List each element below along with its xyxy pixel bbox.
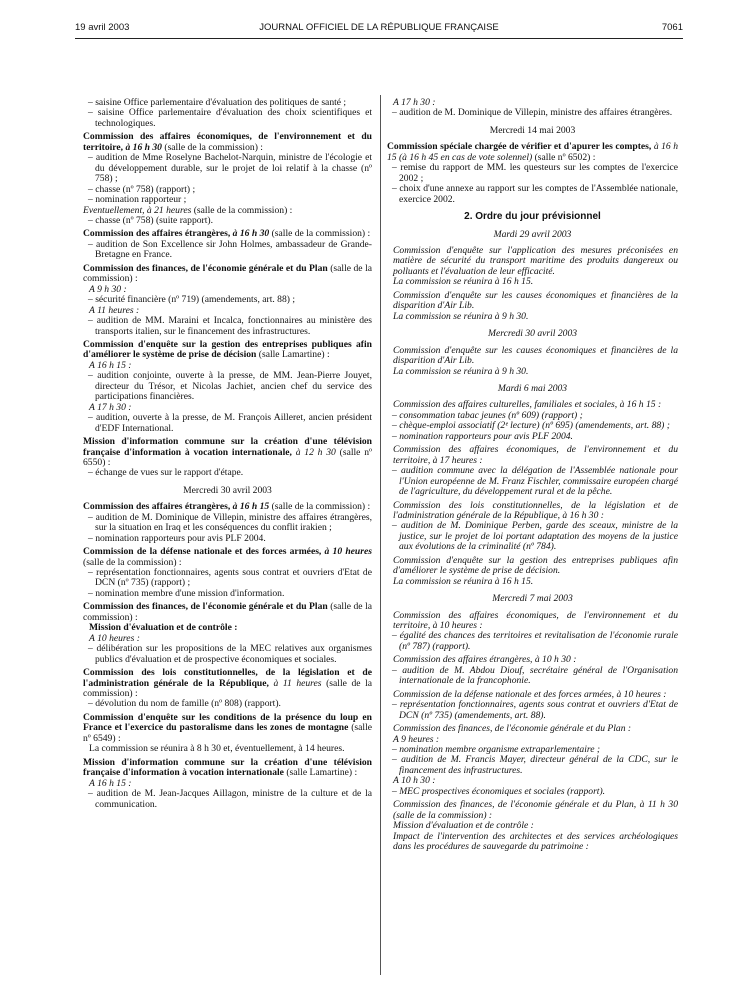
- time-label: A 17 h 30 :: [89, 401, 132, 413]
- header-date: 19 avril 2003: [75, 22, 130, 33]
- day-heading: Mardi 29 avril 2003: [493, 228, 572, 240]
- list-item: – audition de M. Abdou Diouf, secrétaire général de l'Organisation internationale de la francophonie.: [392, 664, 678, 687]
- list-item: – audition de M. Francis Mayer, directeur général de la CDC, sur le financement des infrastructures.: [392, 754, 678, 776]
- schedule-note: La commission se réunira à 16 h 15.: [393, 575, 534, 587]
- subheading: Mission d'évaluation et de contrôle :: [393, 820, 534, 832]
- left-column: [83, 98, 372, 810]
- agenda-entry: Commission d'enquête sur les causes économiques et financières de la disparition d'Air Lib.: [393, 289, 678, 312]
- commission-heading: Mission d'information commune sur la création d'une télévision française d'information à vocation internationale, à 12 h 30 (salle nº 6550) :: [83, 436, 372, 468]
- time-label: A 17 h 30 :: [393, 97, 436, 108]
- list-item: – chasse (nº 758) (rapport) ;: [88, 183, 196, 195]
- day-heading: Mercredi 7 mai 2003: [492, 593, 573, 605]
- agenda-entry: Commission des lois constitutionnelles, de la législation et de l'administration générale de la République, à 16 h 30 :: [393, 499, 678, 521]
- commission-heading: Commission des finances, de l'économie générale et du Plan (salle de la commission) :: [83, 601, 373, 623]
- agenda-entry: Commission des affaires étrangères, à 10 h 30 :: [393, 654, 577, 666]
- schedule-note: La commission se réunira à 9 h 30.: [393, 310, 529, 322]
- day-heading: Mercredi 30 avril 2003: [487, 328, 578, 340]
- list-item: – audition conjointe, ouverte à la presse, de MM. Jean-Pierre Jouyet, directeur du Trésor, et Nicolas Jachiet, ancien chef du service des participations financières.: [88, 370, 372, 403]
- list-item: – nomination membre d'une mission d'information.: [88, 587, 285, 599]
- agenda-entry: Commission des finances, de l'économie générale et du Plan :: [393, 723, 632, 735]
- commission-heading: Commission spéciale chargée de vérifier et d'apurer les comptes, à 16 h 15 (à 16 h 45 en cas de vote solennel) (salle nº 6502) :: [387, 141, 678, 163]
- header-title: JOURNAL OFFICIEL DE LA RÉPUBLIQUE FRANÇAISE: [259, 22, 499, 33]
- commission-heading: Mission d'information commune sur la création d'une télévision française d'information à vocation internationale (salle Lamartine) :: [83, 756, 372, 779]
- day-heading: Mardi 6 mai 2003: [497, 382, 568, 394]
- commission-heading: Commission des finances, de l'économie générale et du Plan (salle de la commission) :: [83, 262, 373, 285]
- list-item: – audition de MM. Maraini et Incalca, fonctionnaires au ministère des transports italien, sur le financement des infrastructures.: [88, 315, 372, 337]
- agenda-entry: Impact de l'intervention des architectes et des services archéologiques dans les procédures de sauvegarde du patrimoine :: [393, 830, 678, 853]
- commission-heading: Commission des affaires étrangères, à 16 h 30 (salle de la commission) :: [83, 228, 371, 240]
- list-item: – audition de M. Dominique de Villepin, ministre des affaires étrangères.: [392, 107, 673, 119]
- list-item: – audition de M. Dominique de Villepin, ministre des affaires étrangères, sur la situation en Iraq et les conséquences du conflit irakien ;: [88, 511, 372, 534]
- list-item: – choix d'une annexe au rapport sur les comptes de l'Assemblée nationale, exercice 2002.: [392, 183, 678, 205]
- list-item: – audition de M. Dominique Perben, garde des sceaux, ministre de la justice, sur le projet de loi portant adaptation des moyens de la justice aux évolutions de la criminalité (nº 784).: [392, 520, 678, 553]
- schedule-note: La commission se réunira à 16 h 15.: [393, 276, 534, 288]
- time-label: A 16 h 15 :: [89, 777, 132, 789]
- agenda-entry: Commission des finances, de l'économie générale et du Plan, à 11 h 30 (salle de la commission) :: [393, 799, 678, 821]
- commission-heading: Commission des affaires étrangères, à 16 h 15 (salle de la commission) :: [83, 501, 371, 513]
- list-item: – nomination rapporteurs pour avis PLF 2004.: [88, 532, 266, 544]
- list-item: – nomination rapporteur ;: [88, 194, 187, 206]
- day-heading: Mercredi 14 mai 2003: [489, 124, 576, 136]
- list-item: – consommation tabac jeunes (nº 609) (rapport) ;: [392, 409, 583, 421]
- column-divider: [380, 95, 381, 975]
- schedule-note: La commission se réunira à 8 h 30 et, éventuellement, à 14 heures.: [89, 743, 345, 755]
- agenda-entry: Commission d'enquête sur les causes économiques et financières de la disparition d'Air Lib.: [393, 344, 678, 367]
- commission-heading: Commission de la défense nationale et des forces armées, à 10 heures (salle de la commission) :: [83, 546, 372, 568]
- list-item: – MEC prospectives économiques et sociales (rapport).: [392, 785, 606, 797]
- time-label: A 10 h 30 :: [393, 775, 436, 787]
- time-label: A 11 heures :: [89, 304, 140, 316]
- list-item: – sécurité financière (nº 719) (amendements, art. 88) ;: [88, 294, 296, 306]
- schedule-note: La commission se réunira à 9 h 30.: [393, 365, 529, 377]
- time-label: A 9 h 30 :: [89, 283, 127, 295]
- schedule-note: Eventuellement, à 21 heures (salle de la commission) :: [83, 204, 293, 216]
- section-heading: 2. Ordre du jour prévisionnel: [464, 211, 601, 223]
- list-item: – égalité des chances des territoires et revitalisation de l'économie rurale (nº 787) (rapport).: [392, 630, 678, 652]
- list-item: – audition de Son Excellence sir John Holmes, ambassadeur de Grande-Bretagne en France.: [88, 238, 372, 261]
- list-item: – saisine Office parlementaire d'évaluation des choix scientifiques et technologiques.: [88, 107, 372, 129]
- agenda-entry: Commission des affaires culturelles, familiales et sociales, à 16 h 15 :: [393, 399, 662, 411]
- list-item: – audition de M. Jean-Jacques Aillagon, ministre de la culture et de la communication.: [88, 788, 372, 810]
- list-item: – chèque-emploi associatif (2ᵉ lecture) (nº 695) (amendements, art. 88) ;: [392, 420, 670, 432]
- list-item: – audition de Mme Roselyne Bachelot-Narquin, ministre de l'écologie et du développement durable, sur le projet de loi relatif à la chasse (nº 758) ;: [88, 152, 372, 185]
- list-item: – saisine Office parlementaire d'évaluation des politiques de santé ;: [88, 97, 347, 108]
- list-item: – audition, ouverte à la presse, de M. François Ailleret, ancien président d'EDF International.: [88, 412, 372, 434]
- day-heading: Mercredi 30 avril 2003: [183, 484, 272, 496]
- commission-heading: Commission des affaires économiques, de l'environnement et du territoire, à 16 h 30 (salle de la commission) :: [83, 131, 372, 153]
- subheading: Mission d'évaluation et de contrôle :: [89, 622, 238, 634]
- time-label: A 16 h 15 :: [89, 359, 132, 371]
- list-item: – délibération sur les propositions de la MEC relatives aux organismes publics d'évaluation et de prospective économiques et sociales.: [88, 643, 372, 665]
- list-item: – audition commune avec la délégation de l'Assemblée nationale pour l'Union européenne de M. Franz Fischler, commissaire européen chargé de l'agriculture, du développement rural et de la pêche.: [392, 465, 678, 498]
- list-item: – nomination membre organisme extraparlementaire ;: [392, 744, 601, 756]
- commission-heading: Commission d'enquête sur la gestion des entreprises publiques afin d'améliorer le système de prise de décision (salle Lamartine) :: [83, 338, 372, 361]
- time-label: A 9 heures :: [393, 733, 440, 745]
- right-column: [387, 98, 678, 853]
- commission-heading: Commission des lois constitutionnelles, de la législation et de l'administration générale de la République, à 11 heures (salle de la commission) :: [83, 667, 373, 700]
- agenda-entry: Commission de la défense nationale et des forces armées, à 10 heures :: [393, 688, 667, 700]
- list-item: – représentation fonctionnaires, agents sous contrat et ouvriers d'Etat de DCN (nº 735) (amendements, art. 88).: [392, 699, 678, 721]
- list-item: – remise du rapport de MM. les questeurs sur les comptes de l'exercice 2002 ;: [392, 162, 678, 184]
- page-header: [75, 22, 683, 38]
- agenda-entry: Commission d'enquête sur l'application des mesures préconisées en matière de sécurité du transport maritime des produits dangereux ou polluants et l'évaluation de leur efficacité.: [393, 244, 678, 277]
- list-item: – nomination rapporteurs pour avis PLF 2004.: [392, 430, 573, 442]
- list-item: – représentation fonctionnaires, agents sous contrat et ouvriers d'Etat de DCN (nº 735) (rapport) ;: [88, 567, 372, 589]
- time-label: A 10 heures :: [89, 632, 140, 644]
- header-rule: [75, 38, 683, 39]
- header-page-number: 7061: [661, 22, 683, 33]
- agenda-entry: Commission d'enquête sur la gestion des entreprises publiques afin d'améliorer le système de prise de décision.: [393, 554, 678, 577]
- agenda-entry: Commission des affaires économiques, de l'environnement et du territoire, à 17 heures :: [393, 444, 678, 466]
- commission-heading: Commission d'enquête sur les conditions de la présence du loup en France et l'exercice du pastoralisme dans les zones de montagne (salle nº 6549) :: [83, 711, 372, 744]
- agenda-entry: Commission des affaires économiques, de l'environnement et du territoire, à 10 heures :: [393, 609, 678, 632]
- list-item: – chasse (nº 758) (suite rapport).: [88, 214, 213, 226]
- list-item: – échange de vues sur le rapport d'étape.: [88, 467, 244, 479]
- list-item: – dévolution du nom de famille (nº 808) (rapport).: [88, 698, 281, 710]
